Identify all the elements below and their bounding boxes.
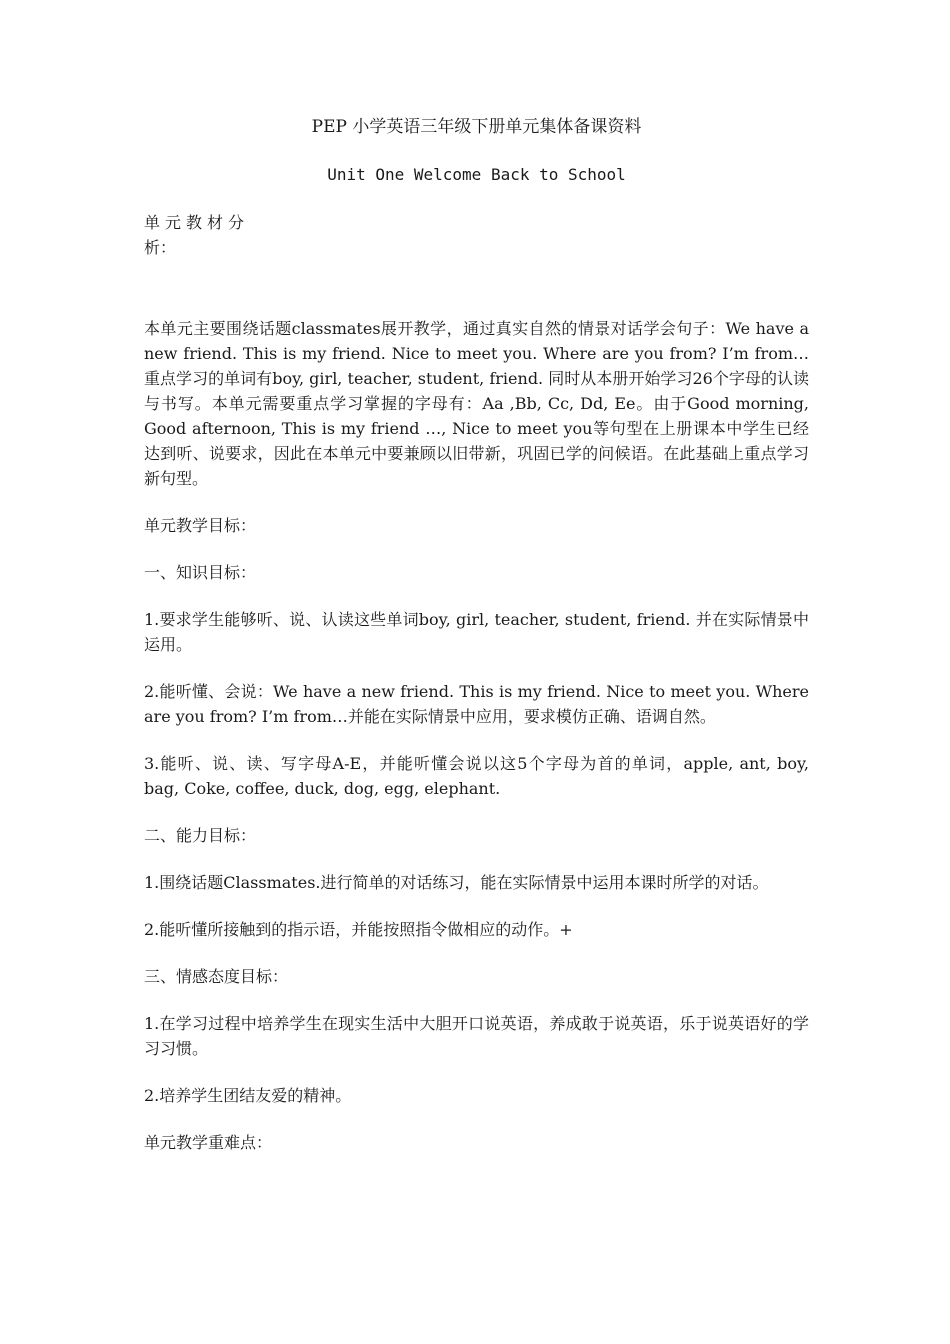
difficulty-heading: 单元教学重难点： [144,1133,273,1152]
analysis-label: 单元教材分析： [144,213,244,257]
ability-heading: 二、能力目标： [144,826,257,845]
knowledge-heading: 一、知识目标： [144,563,257,582]
emotion-item-2: 2.培养学生团结友爱的精神。 [144,1086,352,1105]
analysis-paragraph: 本单元主要围绕话题classmates展开教学，通过真实自然的情景对话学会句子：We have a new friend. This is my friend. Nice to meet you. Where are you from? I’m from…重点学习的单词有boy, girl, teacher, student, friend. 同时从本册开始学习26个字母的认读与书写。本单元需要重点学习掌握的字母有：Aa ,Bb, Cc, Dd, Ee。由于Good morning, Good afternoon, This is my friend …, Nice to meet you等句型在上册课本中学生已经达到听、说要求，因此在本单元中要兼顾以旧带新，巩固已学的问候语。在此基础上重点学习新句型。 [144,319,809,488]
document-page [144,112,809,1155]
knowledge-item-3: 3.能听、说、读、写字母A-E，并能听懂会说以这5个字母为首的单词，apple, ant, boy, bag, Coke, coffee, duck, dog, egg, elephant. [144,754,809,798]
ability-item-1: 1.围绕话题Classmates.进行简单的对话练习，能在实际情景中运用本课时所学的对话。 [144,873,769,892]
ability-item-2: 2.能听懂所接触到的指示语，并能按照指令做相应的动作。+ [144,920,573,939]
knowledge-item-2: 2.能听懂、会说：We have a new friend. This is my friend. Nice to meet you. Where are you from? I’m from…并能在实际情景中应用，要求模仿正确、语调自然。 [144,682,809,726]
unit-title: Unit One Welcome Back to School [327,165,626,184]
goals-heading: 单元教学目标： [144,516,257,535]
document-title: PEP 小学英语三年级下册单元集体备课资料 [311,117,642,137]
emotion-heading: 三、情感态度目标： [144,967,289,986]
emotion-item-1: 1.在学习过程中培养学生在现实生活中大胆开口说英语，养成敢于说英语，乐于说英语好的学习习惯。 [144,1014,809,1058]
knowledge-item-1: 1.要求学生能够听、说、认读这些单词boy, girl, teacher, student, friend. 并在实际情景中运用。 [144,610,809,654]
